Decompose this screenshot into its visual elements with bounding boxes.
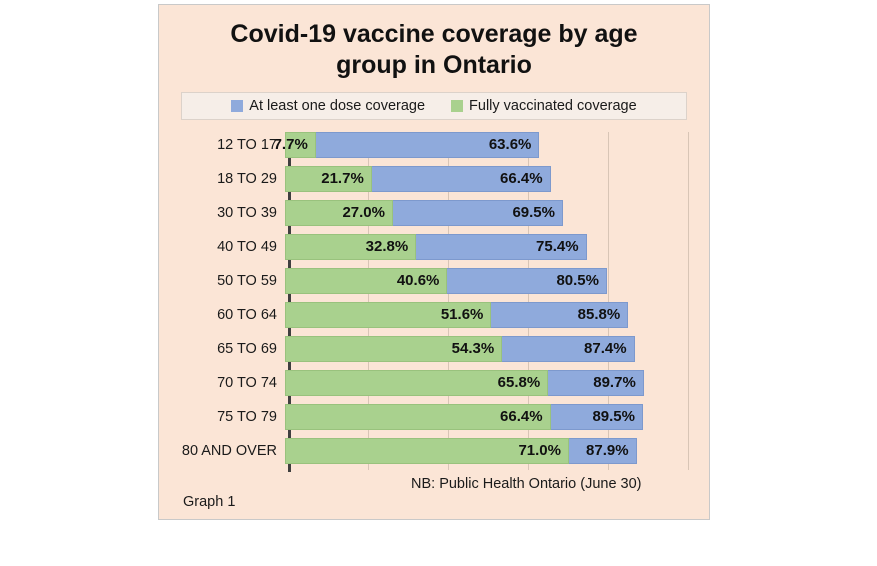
legend-swatch-fully-vaccinated — [451, 100, 463, 112]
chart-row — [159, 366, 709, 400]
bar-value-one-dose: 89.5% — [592, 408, 635, 425]
chart-row — [159, 298, 709, 332]
chart-row — [159, 264, 709, 298]
bar-value-fully-vaccinated: 54.3% — [451, 340, 495, 357]
bar-group — [283, 332, 709, 366]
bar-fully-vaccinated — [285, 302, 491, 328]
bar-group — [283, 366, 709, 400]
chart-plot-area — [159, 128, 709, 480]
legend-item-fully-vaccinated — [451, 98, 637, 114]
category-label: 50 TO 59 — [217, 272, 277, 289]
bar-fully-vaccinated — [285, 336, 502, 362]
chart-row — [159, 332, 709, 366]
bar-fully-vaccinated — [285, 234, 416, 260]
bar-value-fully-vaccinated: 7.7% — [273, 136, 308, 153]
category-label: 70 TO 74 — [217, 374, 277, 391]
chart-row — [159, 434, 709, 468]
chart-row — [159, 128, 709, 162]
bar-value-one-dose: 85.8% — [577, 306, 621, 323]
bar-fully-vaccinated — [273, 132, 316, 158]
category-label: 65 TO 69 — [217, 340, 277, 357]
source-note: NB: Public Health Ontario (June 30) — [411, 475, 642, 492]
legend-label-one-dose: At least one dose coverage — [249, 97, 426, 114]
category-label: 75 TO 79 — [217, 408, 277, 425]
chart-row — [159, 162, 709, 196]
bar-value-one-dose: 75.4% — [536, 238, 579, 255]
chart-card — [158, 4, 710, 520]
bar-value-fully-vaccinated: 51.6% — [440, 306, 484, 323]
bar-group — [283, 434, 709, 468]
legend-item-one-dose — [231, 98, 425, 114]
bar-value-one-dose: 69.5% — [512, 204, 555, 221]
bar-value-one-dose: 63.6% — [488, 136, 532, 153]
bar-group — [283, 400, 709, 434]
category-label: 18 TO 29 — [217, 170, 277, 187]
bar-value-fully-vaccinated: 65.8% — [497, 374, 541, 391]
bar-one-dose — [285, 132, 539, 158]
category-label: 60 TO 64 — [217, 306, 277, 323]
bar-group — [283, 230, 709, 264]
bar-value-one-dose: 87.4% — [584, 340, 627, 357]
chart-footer — [159, 475, 709, 524]
legend-swatch-one-dose — [231, 100, 243, 112]
bar-fully-vaccinated — [285, 438, 569, 464]
bar-group — [283, 298, 709, 332]
graph-caption: Graph 1 — [183, 493, 236, 510]
chart-row — [159, 230, 709, 264]
chart-title: Covid-19 vaccine coverage by age group in Ontario — [230, 20, 638, 80]
bar-value-one-dose: 66.4% — [500, 170, 543, 187]
bar-value-fully-vaccinated: 21.7% — [321, 170, 364, 187]
bar-fully-vaccinated — [285, 268, 447, 294]
bar-value-fully-vaccinated: 32.8% — [365, 238, 409, 255]
bar-group — [283, 196, 709, 230]
bar-value-fully-vaccinated: 27.0% — [342, 204, 385, 221]
category-label: 40 TO 49 — [217, 238, 277, 255]
bar-value-one-dose: 87.9% — [586, 442, 629, 459]
bar-fully-vaccinated — [285, 370, 548, 396]
chart-legend — [181, 92, 687, 120]
legend-label-fully-vaccinated: Fully vaccinated coverage — [469, 97, 637, 114]
chart-row — [159, 400, 709, 434]
bar-fully-vaccinated — [285, 200, 393, 226]
bar-value-one-dose: 80.5% — [556, 272, 599, 289]
bar-value-fully-vaccinated: 71.0% — [518, 442, 561, 459]
category-label: 80 AND OVER — [181, 442, 277, 459]
bar-value-fully-vaccinated: 66.4% — [500, 408, 543, 425]
bar-group — [283, 264, 709, 298]
category-label: 12 TO 17 — [217, 136, 277, 153]
chart-row — [159, 196, 709, 230]
bar-value-fully-vaccinated: 40.6% — [396, 272, 440, 289]
bar-fully-vaccinated — [285, 404, 551, 430]
bar-group — [283, 162, 709, 196]
bar-fully-vaccinated — [285, 166, 372, 192]
bar-value-one-dose: 89.7% — [593, 374, 636, 391]
bar-group — [273, 128, 709, 162]
category-label: 30 TO 39 — [217, 204, 277, 221]
